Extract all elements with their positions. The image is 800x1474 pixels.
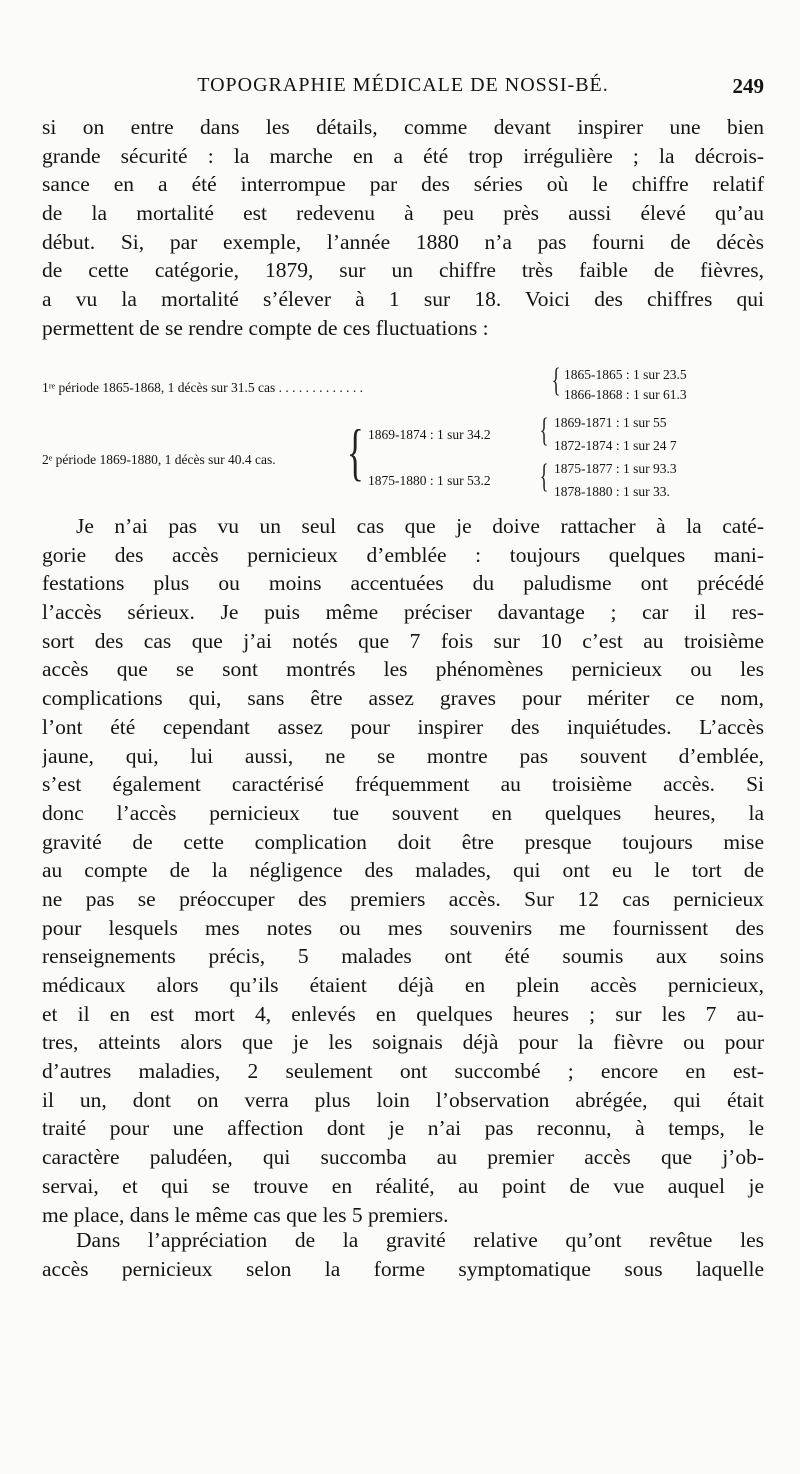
brace: { <box>551 362 561 399</box>
text-line: gorie des accès pernicieux d’emblée : toujours quelques mani- <box>42 542 764 567</box>
text-line: si on entre dans les détails, comme devant inspirer une bien <box>42 115 764 139</box>
period-1-row: 1865-1865 : 1 sur 23.5 <box>564 367 687 382</box>
running-title: TOPOGRAPHIE MÉDICALE DE NOSSI-BÉ. <box>197 74 609 96</box>
text-line: au compte de la négligence des malades, qui ont eu le tort de <box>42 858 764 883</box>
text-line: accès que se sont montrés les phénomènes pernicieux ou les <box>42 657 764 682</box>
text-line: complications qui, sans être assez graves pour mériter ce nom, <box>42 686 764 711</box>
text-line: a vu la mortalité s’élever à 1 sur 18. Voici des chiffres qui <box>42 287 764 312</box>
paragraph-3 <box>42 1226 764 1283</box>
text-line: renseignements précis, 5 malades ont été soumis aux soins <box>42 944 764 969</box>
paragraph-2 <box>42 512 764 1229</box>
mortality-table <box>42 360 767 500</box>
text-line: d’autres maladies, 2 seulement ont succombé ; encore en est- <box>42 1059 764 1084</box>
text-line: gravité de cette complication doit être presque toujours mise <box>42 829 764 854</box>
text-line: l’ont été cependant assez pour inspirer des inquiétudes. L’accès <box>42 714 764 739</box>
text-line: permettent de se rendre compte de ces fluctuations : <box>42 315 489 340</box>
period-1-row: 1866-1868 : 1 sur 61.3 <box>564 387 687 402</box>
text-line: caractère paludéen, qui succomba au premier accès que j’ob- <box>42 1145 764 1170</box>
brace: { <box>539 458 549 495</box>
text-line: pour lesquels mes notes ou mes souvenirs me fournissent des <box>42 915 764 940</box>
brace: { <box>539 412 549 449</box>
text-line: début. Si, par exemple, l’année 1880 n’a pas fourni de décès <box>42 229 764 254</box>
text-line: jaune, qui, lui aussi, ne se montre pas souvent d’emblée, <box>42 743 764 768</box>
text-line: tres, atteints alors que je les soignais déjà pour la fièvre ou pour <box>42 1030 764 1055</box>
text-line: sance en a été interrompue par des séries où le chiffre relatif <box>42 172 764 197</box>
text-line: me place, dans le même cas que les 5 premiers. <box>42 1202 449 1227</box>
text-line: servai, et qui se trouve en réalité, au point de vue auquel je <box>42 1173 764 1198</box>
period-2-subperiod: 1869-1874 : 1 sur 34.2 <box>368 427 491 442</box>
text-line: Dans l’appréciation de la gravité relative qu’ont revêtue les <box>76 1228 764 1252</box>
period-2-row: 1872-1874 : 1 sur 24 7 <box>554 438 677 453</box>
running-head <box>42 74 764 102</box>
text-line: festations plus ou moins accentuées du paludisme ont précédé <box>42 571 764 596</box>
text-line: s’est également caractérisé fréquemment au troisième accès. Si <box>42 772 764 797</box>
period-2-row: 1869-1871 : 1 sur 55 <box>554 415 667 430</box>
text-line: de la mortalité est redevenu à peu près aussi élevé qu’au <box>42 201 764 226</box>
text-line: sort des cas que j’ai notés que 7 fois sur 10 c’est au troisième <box>42 628 764 653</box>
text-line: il un, dont on verra plus loin l’observation abrégée, qui était <box>42 1087 764 1112</box>
period-2-row: 1878-1880 : 1 sur 33. <box>554 484 670 499</box>
period-2-subperiod: 1875-1880 : 1 sur 53.2 <box>368 473 491 488</box>
text-line: l’accès sérieux. Je puis même préciser davantage ; car il res- <box>42 600 764 625</box>
page-number: 249 <box>732 74 764 98</box>
period-2-label: 2ᵉ période 1869-1880, 1 décès sur 40.4 cas. <box>42 452 276 467</box>
text-line: accès pernicieux selon la forme symptomatique sous laquelle <box>42 1256 764 1281</box>
text-line: de cette catégorie, 1879, sur un chiffre très faible de fièvres, <box>42 258 764 283</box>
paragraph-1 <box>42 113 764 343</box>
text-line: et il en est mort 4, enlevés en quelques heures ; sur les 7 au- <box>42 1001 764 1026</box>
brace: { <box>346 416 364 487</box>
text-line: traité pour une affection dont je n’ai pas reconnu, à temps, le <box>42 1116 764 1141</box>
period-1-label: 1ʳᵉ période 1865-1868, 1 décès sur 31.5 cas . . . . . . . . . . . . . <box>42 380 363 395</box>
text-line: médicaux alors qu’ils étaient déjà en plein accès pernicieux, <box>42 973 764 997</box>
text-line: donc l’accès pernicieux tue souvent en quelques heures, la <box>42 800 764 825</box>
text-line: ne pas se préoccuper des premiers accès. Sur 12 cas pernicieux <box>42 886 764 911</box>
period-2-row: 1875-1877 : 1 sur 93.3 <box>554 461 677 476</box>
text-line: Je n’ai pas vu un seul cas que je doive rattacher à la caté- <box>76 514 764 538</box>
text-line: grande sécurité : la marche en a été trop irrégulière ; la décrois- <box>42 143 764 168</box>
